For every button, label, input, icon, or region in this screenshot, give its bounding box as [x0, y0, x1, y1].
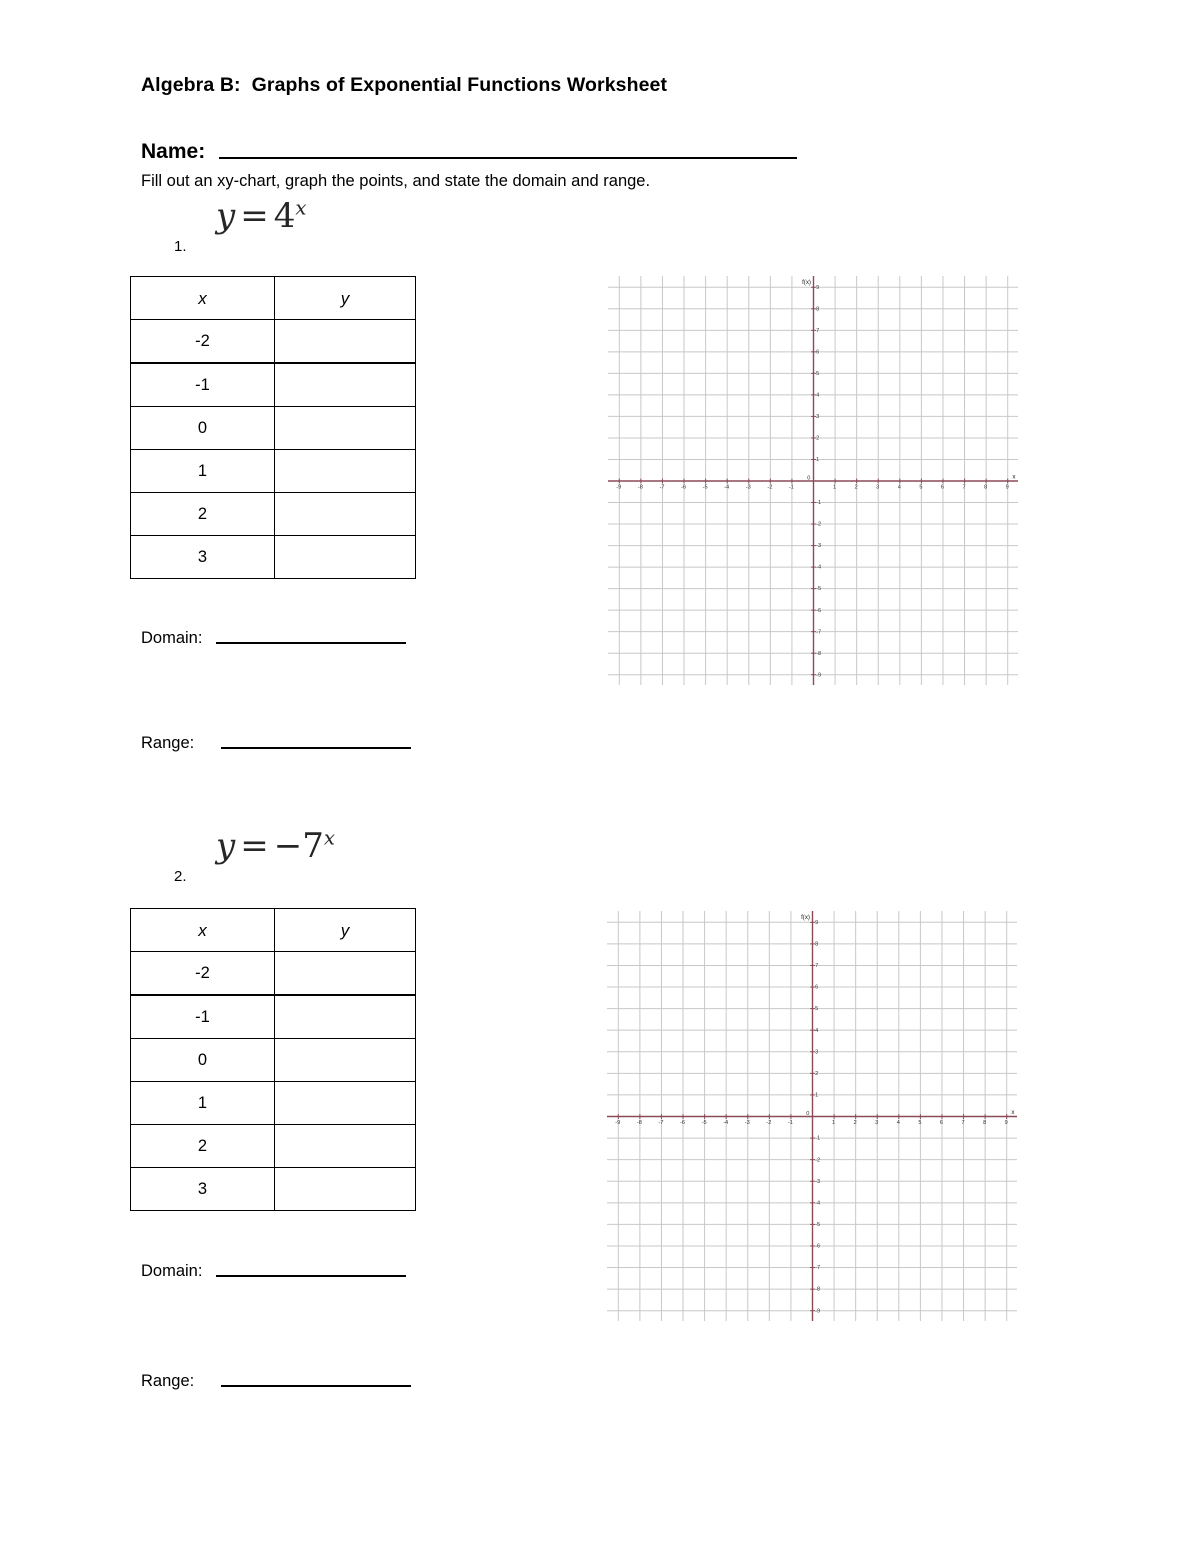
equation-expression: [216, 826, 335, 866]
cell-x: -2: [131, 320, 275, 364]
svg-text:9: 9: [1004, 1119, 1008, 1126]
cell-x: 3: [131, 1168, 275, 1211]
xy-table: [130, 276, 416, 579]
table-row: [131, 407, 416, 450]
svg-text:6: 6: [940, 484, 945, 491]
svg-text:0: 0: [806, 1110, 810, 1117]
svg-text:3: 3: [875, 1119, 879, 1126]
svg-text:0: 0: [807, 475, 811, 482]
svg-text:-8: -8: [637, 484, 643, 491]
equation-operator: =: [240, 196, 269, 236]
svg-text:-4: -4: [723, 1119, 729, 1126]
column-header-x: x: [131, 277, 275, 320]
domain-row: [141, 1263, 406, 1280]
svg-text:7: 7: [962, 484, 966, 491]
svg-text:-3: -3: [745, 484, 751, 491]
svg-text:1: 1: [833, 484, 837, 491]
problem-number: 1.: [174, 238, 187, 255]
svg-text:6: 6: [816, 349, 820, 356]
svg-text:-1: -1: [787, 1119, 793, 1126]
svg-text:7: 7: [816, 327, 820, 334]
table-row: [131, 1082, 416, 1125]
equation-operator: =: [240, 826, 269, 866]
svg-text:5: 5: [815, 1006, 819, 1013]
table-header-row: [131, 277, 416, 320]
svg-text:4: 4: [816, 392, 820, 399]
range-input-rule[interactable]: [221, 747, 411, 749]
svg-text:-3: -3: [816, 543, 822, 550]
svg-text:-7: -7: [815, 1265, 821, 1272]
svg-text:-8: -8: [816, 650, 822, 657]
svg-text:-5: -5: [702, 484, 708, 491]
svg-text:-5: -5: [815, 1221, 821, 1228]
svg-text:-9: -9: [616, 484, 622, 491]
table-row: [131, 1039, 416, 1082]
name-field-row: [141, 141, 797, 162]
coordinate-grid-svg: [607, 911, 1017, 1321]
cell-x: -2: [131, 952, 275, 996]
page-title: Algebra B: Graphs of Exponential Functions Worksheet: [141, 74, 668, 96]
table-row: [131, 952, 416, 996]
table-row: [131, 320, 416, 364]
cell-y[interactable]: [275, 1125, 416, 1168]
svg-text:-3: -3: [815, 1178, 821, 1185]
svg-text:8: 8: [815, 941, 819, 948]
svg-text:-7: -7: [816, 629, 822, 636]
cell-y[interactable]: [275, 995, 416, 1039]
svg-text:-9: -9: [815, 1308, 821, 1315]
svg-text:1: 1: [832, 1119, 836, 1126]
svg-text:-3: -3: [744, 1119, 750, 1126]
equation-lhs: y: [216, 196, 236, 236]
svg-text:x: x: [1012, 473, 1016, 481]
table-row: [131, 1125, 416, 1168]
svg-text:f(x): f(x): [801, 914, 810, 922]
domain-row: [141, 630, 406, 647]
domain-input-rule[interactable]: [216, 1275, 406, 1277]
svg-text:-2: -2: [816, 521, 822, 528]
svg-text:4: 4: [815, 1027, 819, 1034]
cell-y[interactable]: [275, 536, 416, 579]
svg-text:-9: -9: [615, 1119, 621, 1126]
name-label: Name:: [141, 140, 206, 163]
svg-text:2: 2: [854, 484, 858, 491]
equation-base: −7: [273, 826, 324, 866]
svg-text:-6: -6: [681, 484, 687, 491]
cell-y[interactable]: [275, 493, 416, 536]
range-row: [141, 1373, 411, 1390]
equation-exponent: x: [295, 196, 307, 220]
coordinate-grid-1[interactable]: [608, 276, 1018, 685]
table-row: [131, 363, 416, 407]
svg-text:-9: -9: [816, 672, 822, 679]
svg-text:-7: -7: [658, 1119, 664, 1126]
svg-text:3: 3: [816, 414, 820, 421]
svg-text:3: 3: [876, 484, 880, 491]
svg-text:7: 7: [961, 1119, 965, 1126]
cell-x: 1: [131, 450, 275, 493]
svg-text:1: 1: [816, 457, 820, 464]
svg-text:8: 8: [983, 1119, 987, 1126]
svg-text:2: 2: [816, 435, 820, 442]
svg-text:-8: -8: [815, 1286, 821, 1293]
range-input-rule[interactable]: [221, 1385, 411, 1387]
svg-text:-1: -1: [815, 1135, 821, 1142]
svg-text:-4: -4: [815, 1200, 821, 1207]
svg-text:-2: -2: [815, 1157, 821, 1164]
svg-text:5: 5: [816, 370, 820, 377]
range-label: Range:: [141, 734, 195, 752]
table-row: [131, 536, 416, 579]
svg-text:3: 3: [815, 1049, 819, 1056]
svg-text:7: 7: [815, 963, 819, 970]
cell-y[interactable]: [275, 1082, 416, 1125]
svg-text:-1: -1: [788, 484, 794, 491]
domain-label: Domain:: [141, 1262, 203, 1280]
svg-text:-8: -8: [636, 1119, 642, 1126]
cell-x: 0: [131, 1039, 275, 1082]
svg-text:4: 4: [896, 1119, 900, 1126]
svg-text:-6: -6: [816, 607, 822, 614]
table-row: [131, 1168, 416, 1211]
xy-table: [130, 908, 416, 1211]
cell-x: 2: [131, 1125, 275, 1168]
svg-text:9: 9: [816, 284, 820, 291]
table-row: [131, 493, 416, 536]
domain-input-rule[interactable]: [216, 642, 406, 644]
svg-text:-7: -7: [659, 484, 665, 491]
problem-number: 2.: [174, 868, 187, 885]
cell-y[interactable]: [275, 1039, 416, 1082]
name-input-rule[interactable]: [219, 157, 797, 159]
table-row: [131, 450, 416, 493]
svg-text:-4: -4: [724, 484, 730, 491]
svg-text:-4: -4: [816, 564, 822, 571]
cell-y[interactable]: [275, 450, 416, 493]
svg-text:-1: -1: [816, 500, 822, 507]
equation-lhs: y: [216, 826, 236, 866]
svg-text:-6: -6: [815, 1243, 821, 1250]
column-header-x: x: [131, 909, 275, 952]
svg-text:x: x: [1011, 1108, 1015, 1116]
svg-text:9: 9: [815, 919, 819, 926]
range-label: Range:: [141, 1372, 195, 1390]
svg-text:9: 9: [1005, 484, 1009, 491]
svg-text:f(x): f(x): [802, 279, 811, 287]
svg-text:-6: -6: [680, 1119, 686, 1126]
table-row: [131, 995, 416, 1039]
svg-text:-5: -5: [816, 586, 822, 593]
equation-base: 4: [273, 196, 296, 236]
column-header-y: y: [275, 909, 416, 952]
svg-text:2: 2: [815, 1070, 819, 1077]
cell-y[interactable]: [275, 363, 416, 407]
svg-text:6: 6: [815, 984, 819, 991]
cell-x: -1: [131, 363, 275, 407]
svg-text:8: 8: [984, 484, 988, 491]
equation-exponent: x: [323, 826, 335, 850]
svg-text:2: 2: [853, 1119, 857, 1126]
svg-text:1: 1: [815, 1092, 819, 1099]
cell-x: 1: [131, 1082, 275, 1125]
svg-text:6: 6: [939, 1119, 944, 1126]
svg-text:-2: -2: [766, 1119, 772, 1126]
coordinate-grid-2[interactable]: [607, 911, 1017, 1321]
svg-text:5: 5: [919, 484, 923, 491]
cell-y[interactable]: [275, 1168, 416, 1211]
svg-text:8: 8: [816, 306, 820, 313]
cell-x: 0: [131, 407, 275, 450]
coordinate-grid-svg: [608, 276, 1018, 685]
cell-x: 3: [131, 536, 275, 579]
range-row: [141, 735, 411, 752]
domain-label: Domain:: [141, 629, 203, 647]
instructions-text: Fill out an xy-chart, graph the points, and state the domain and range.: [141, 172, 651, 190]
column-header-y: y: [275, 277, 416, 320]
svg-text:5: 5: [918, 1119, 922, 1126]
cell-y[interactable]: [275, 407, 416, 450]
cell-x: 2: [131, 493, 275, 536]
svg-text:4: 4: [897, 484, 901, 491]
svg-text:-2: -2: [767, 484, 773, 491]
cell-y[interactable]: [275, 320, 416, 364]
equation-expression: [216, 196, 306, 236]
table-header-row: [131, 909, 416, 952]
svg-text:-5: -5: [701, 1119, 707, 1126]
cell-y[interactable]: [275, 952, 416, 996]
cell-x: -1: [131, 995, 275, 1039]
